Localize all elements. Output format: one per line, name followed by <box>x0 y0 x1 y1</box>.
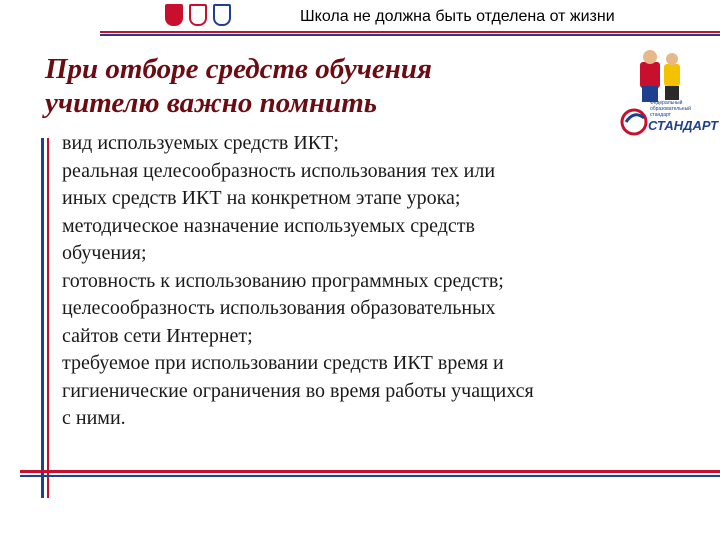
logo-caption-line: образовательный <box>650 106 691 112</box>
title-line-2: учителю важно помнить <box>45 87 377 119</box>
header-emblems <box>165 4 231 26</box>
bottom-line-red <box>20 470 720 473</box>
logo-figure-head-2 <box>666 53 678 65</box>
emblem-icon <box>189 4 207 26</box>
logo-caption-line: Федеральный <box>650 100 683 106</box>
body-line: вид используемых средств ИКТ; <box>62 132 339 154</box>
left-line-red <box>47 138 49 498</box>
body-line: методическое назначение используемых средств <box>62 214 475 237</box>
body-list <box>62 130 702 433</box>
logo-caption <box>650 100 691 118</box>
body-line: гигиенические ограничения во время работы учащихся <box>62 379 534 402</box>
body-line: обучения; <box>62 242 147 264</box>
left-line-blue <box>41 138 44 498</box>
top-line-red <box>100 31 720 33</box>
bottom-line-blue <box>20 475 720 477</box>
logo-figure-shirt <box>640 62 660 88</box>
body-line: сайтов сети Интернет; <box>62 324 253 347</box>
body-line: целесообразность использования образовательных <box>62 297 496 319</box>
logo-figure-shirt-2 <box>664 64 680 86</box>
moscow-coat-of-arms-icon <box>165 4 183 26</box>
shield-emblem-icon <box>213 4 231 26</box>
body-line: требуемое при использовании средств ИКТ время и <box>62 352 504 374</box>
logo-figure-head <box>643 50 657 64</box>
title-line-1: При отборе средств обучения <box>45 53 432 85</box>
top-line-blue <box>100 34 720 36</box>
body-line: реальная целесообразность использования тех или <box>62 159 496 182</box>
logo-caption-line: стандарт <box>650 112 671 118</box>
header-slogan: Школа не должна быть отделена от жизни <box>300 8 615 25</box>
logo-figure-pants-2 <box>665 86 679 100</box>
slide-title <box>45 52 565 120</box>
logo-ring-swoosh <box>626 115 644 122</box>
logo-wordmark: СТАНДАРТ <box>648 118 719 133</box>
body-line: с ними. <box>62 407 126 429</box>
body-line: иных средств ИКТ на конкретном этапе урока; <box>62 187 461 209</box>
body-line: готовность к использованию программных средств; <box>62 269 504 292</box>
